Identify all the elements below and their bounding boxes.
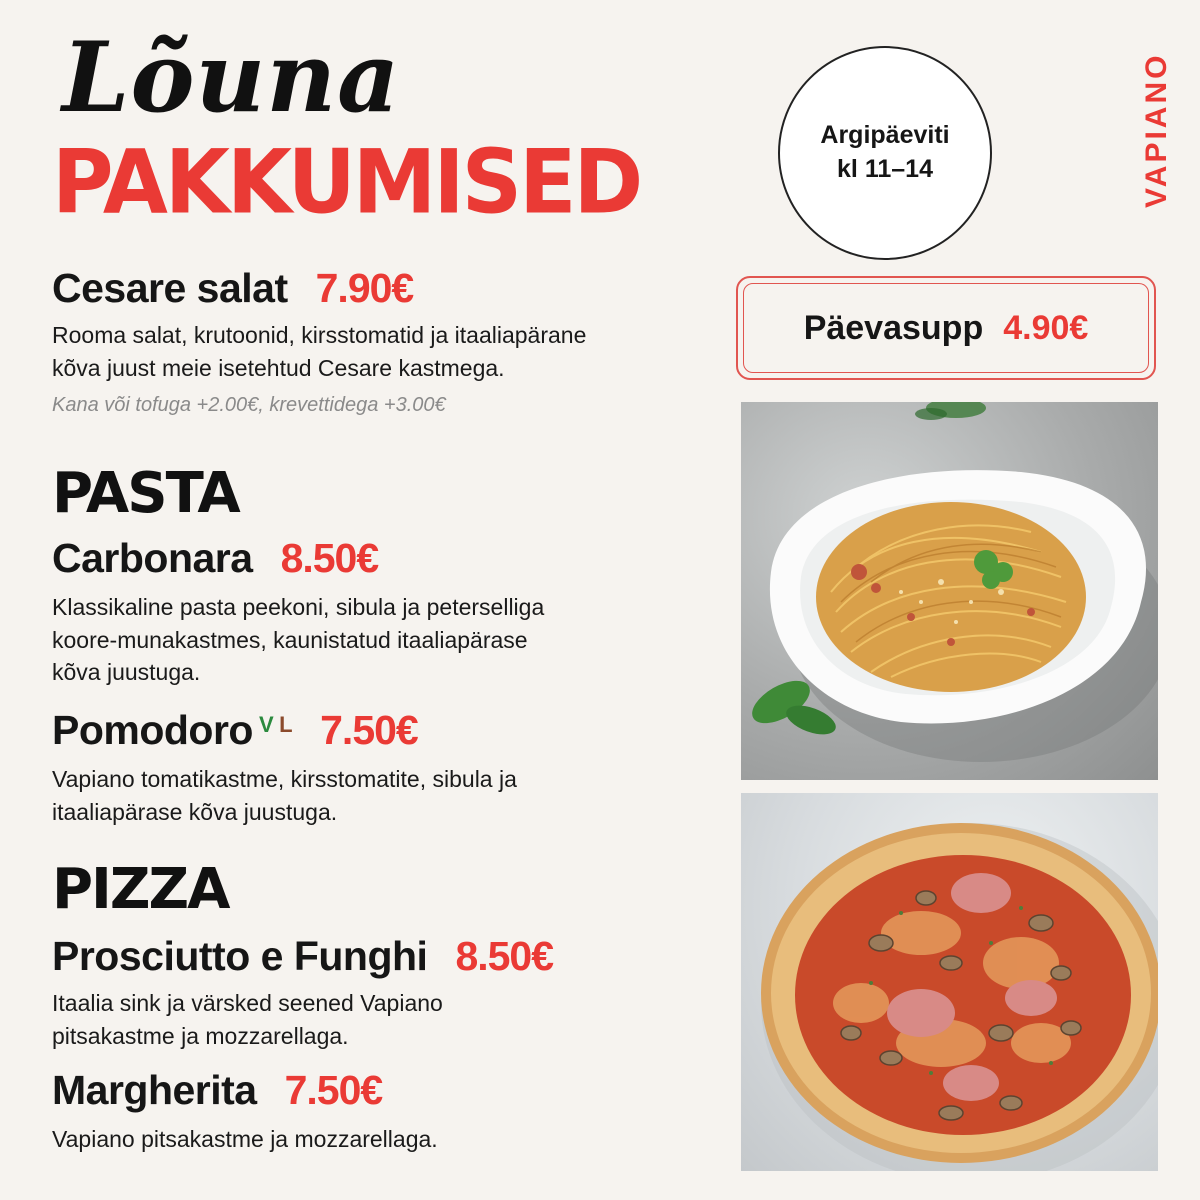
item-price: 7.50€ (284, 1067, 383, 1113)
lactose-free-tag: L (279, 712, 293, 737)
soup-label: Päevasupp (803, 308, 984, 347)
description-line: kõva juust meie isetehtud Cesare kastmega. (52, 354, 505, 381)
pizza-illustration (741, 793, 1158, 1171)
section-title-pizza: PIZZA (52, 857, 229, 922)
pizza-photo (741, 793, 1158, 1171)
daily-soup-box (736, 276, 1156, 380)
menu-item-carbonara (52, 535, 545, 689)
item-description (52, 987, 553, 1052)
weekday-hours-badge (778, 46, 992, 260)
item-price: 8.50€ (280, 535, 379, 581)
item-title-row (52, 265, 586, 311)
item-description (52, 319, 586, 384)
badge-hours: kl 11–14 (837, 155, 933, 183)
script-title: Lõuna (62, 21, 401, 134)
item-title-row (52, 535, 544, 581)
menu-item-prosciutto-funghi (52, 933, 554, 1052)
item-price: 7.50€ (320, 707, 418, 753)
description-line: pitsakastme ja mozzarellaga. (52, 1022, 349, 1049)
menu-item-pomodoro (52, 707, 517, 828)
soup-price: 4.90€ (1003, 308, 1089, 347)
description-line: itaaliapärase kõva juustuga. (52, 798, 338, 825)
brand-logo: VAPIANO (1140, 52, 1173, 208)
item-name: Pomodoro (52, 707, 253, 753)
item-extras: Kana või tofuga +2.00€, krevettidega +3.00€ (52, 394, 446, 417)
pasta-illustration (741, 402, 1158, 780)
description-line: koore-munakastmes, kaunistatud itaaliapärase (52, 626, 528, 653)
pasta-photo (741, 402, 1158, 780)
item-title-row (52, 1067, 438, 1113)
item-price: 7.90€ (315, 265, 414, 311)
badge-days: Argipäeviti (820, 121, 950, 150)
item-description (52, 763, 517, 828)
vegan-tag: V (258, 712, 274, 737)
item-name: Prosciutto e Funghi (52, 933, 428, 979)
item-title-row (52, 933, 554, 979)
description-line: Itaalia sink ja värsked seened Vapiano (52, 990, 443, 1016)
item-name: Margherita (52, 1067, 257, 1113)
description-line: Vapiano tomatikastme, kirsstomatite, sibula ja (52, 766, 517, 792)
item-description (52, 1123, 438, 1156)
main-title: PAKKUMISED (52, 130, 641, 234)
item-title-row (52, 707, 517, 753)
item-price: 8.50€ (455, 933, 554, 979)
description-line: Vapiano pitsakastme ja mozzarellaga. (52, 1126, 438, 1152)
item-name: Cesare salat (52, 265, 288, 311)
menu-item-salad (52, 265, 587, 417)
menu-item-margherita (52, 1067, 438, 1156)
item-name: Carbonara (52, 535, 253, 581)
section-title-pasta: PASTA (52, 461, 239, 526)
description-line: Klassikaline pasta peekoni, sibula ja peterselliga (52, 594, 545, 620)
description-line: Rooma salat, krutoonid, kirsstomatid ja itaaliapärane (52, 322, 587, 348)
item-description (52, 591, 544, 689)
description-line: kõva juustuga. (52, 659, 201, 686)
